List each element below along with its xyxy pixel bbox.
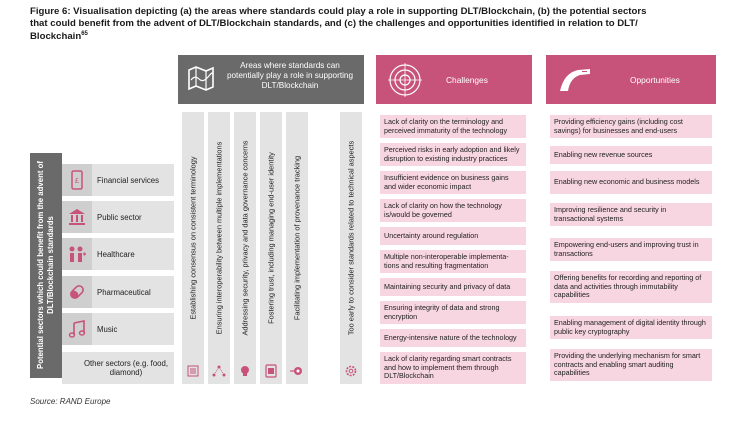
target-icon — [386, 61, 424, 99]
source-note: Source: RAND Europe — [30, 397, 111, 406]
list-icon — [184, 362, 202, 380]
area-label: Fostering trust, including managing end-user identity — [266, 152, 276, 324]
security-icon — [236, 362, 254, 380]
challenges-header-text: Challenges — [446, 74, 488, 85]
area-label: Facilitating implementation of provenance tracking — [292, 155, 302, 321]
sector-healthcare — [62, 238, 174, 270]
area-column-terminology — [182, 112, 204, 384]
challenge-item: Maintaining security and privacy of data — [380, 278, 526, 296]
figure-title: Figure 6: Visualisation depicting (a) the areas where standards could play a role in supporting DLT/Blockchain, (b) the potential sectors that could benefit from the advent of DLT/Blockchain standards, and (c) the challenges and opportunities identified in relation to DLT/ Blockchain$^{65}$ — [30, 6, 647, 43]
sector-label: Music — [97, 324, 118, 334]
area-column-too-early — [340, 112, 362, 384]
id-card-icon — [262, 362, 280, 380]
opportunity-item: Providing the underlying mechanism for smart contracts and enabling smart auditing capabilities — [550, 349, 712, 381]
smartphone-icon — [62, 164, 92, 196]
opportunities-header — [546, 55, 716, 104]
area-column-provenance — [286, 112, 308, 384]
opportunity-item: Empowering end-users and improving trust in transactions — [550, 238, 712, 261]
area-column-trust — [260, 112, 282, 384]
area-column-security — [234, 112, 256, 384]
sector-financial-services — [62, 164, 174, 196]
sector-pharmaceutical — [62, 276, 174, 308]
tracking-icon — [288, 362, 306, 380]
music-note-icon — [62, 313, 92, 345]
challenges-header — [376, 55, 532, 104]
area-label: Ensuring interoperability between multiple implementations — [214, 141, 224, 335]
sector-other — [62, 352, 174, 384]
challenge-item: Ensuring integrity of data and strong encryption — [380, 301, 526, 324]
opportunity-item: Improving resilience and security in transactional systems — [550, 203, 712, 226]
areas-header — [178, 55, 364, 104]
opportunity-item: Providing efficiency gains (including cost savings) for businesses and end-users — [550, 115, 712, 138]
challenge-item: Energy-intensive nature of the technology — [380, 329, 526, 347]
opportunity-item: Offering benefits for recording and reporting of data and activities through immutability capabilities — [550, 271, 712, 303]
government-building-icon — [62, 201, 92, 233]
opportunity-item: Enabling management of digital identity through public key cryptography — [550, 316, 712, 339]
opportunity-item: Enabling new economic and business models — [550, 171, 712, 194]
challenge-item: Lack of clarity regarding smart contracts and how to implement them through DLT/Blockchain — [380, 352, 526, 384]
sector-music — [62, 313, 174, 345]
pill-icon — [62, 276, 92, 308]
challenge-item: Lack of clarity on the terminology and perceived immaturity of the technology — [380, 115, 526, 138]
map-icon — [186, 63, 216, 93]
sector-public-sector — [62, 201, 174, 233]
family-health-icon — [62, 238, 92, 270]
area-label: Establishing consensus on consistent terminology — [188, 156, 198, 320]
area-column-interoperability — [208, 112, 230, 384]
opportunity-item: Enabling new revenue sources — [550, 146, 712, 164]
challenge-item: Multiple non-interoperable implementa-tions and resulting fragmentation — [380, 250, 526, 273]
sector-label: Financial services — [97, 175, 159, 185]
network-icon — [210, 362, 228, 380]
sectors-label: Potential sectors which could benefit from the advent of DLT/Blockchain standards — [36, 161, 55, 369]
road-icon — [556, 61, 594, 99]
opportunities-header-text: Opportunities — [630, 74, 680, 85]
sector-label: Healthcare — [97, 249, 135, 259]
gear-icon — [342, 362, 360, 380]
challenge-item: Insufficient evidence on business gains and wider economic impact — [380, 171, 526, 194]
challenge-item: Lack of clarity on how the technology is/would be governed — [380, 199, 526, 222]
sector-label: Other sectors (e.g. food, diamond) — [83, 359, 169, 377]
sector-label: Public sector — [97, 212, 142, 222]
sector-label: Pharmaceutical — [97, 287, 151, 297]
svg-text:£: £ — [75, 178, 79, 185]
challenge-item: Perceived risks in early adoption and likely disruption to existing industry practices — [380, 143, 526, 166]
area-label: Too early to consider standards related to technical aspects — [346, 140, 356, 336]
challenge-item: Uncertainty around regulation — [380, 227, 526, 245]
area-label: Addressing security, privacy and data governance concerns — [240, 140, 250, 336]
areas-header-text: Areas where standards can potentially play a role in supporting DLT/Blockchain — [226, 61, 354, 90]
